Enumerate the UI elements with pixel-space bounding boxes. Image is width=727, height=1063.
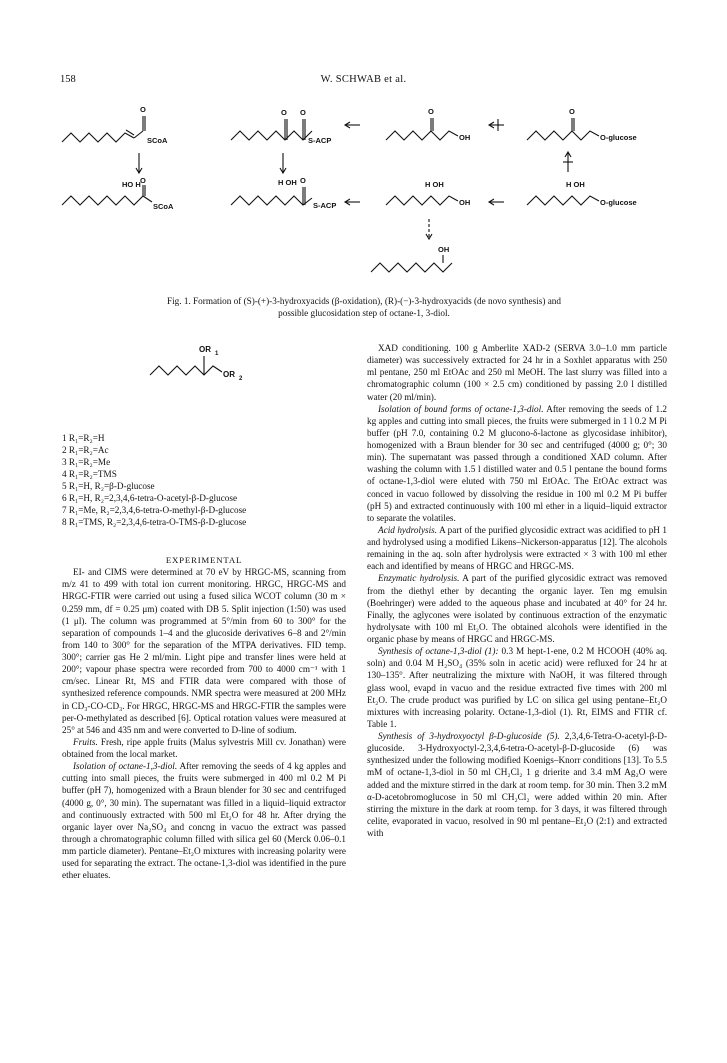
- label-oglucose-top: O-glucose: [600, 133, 637, 142]
- derivative-item: 7 R₁=Me, R₂=2,3,4,6-tetra-O-methyl-β-D-glucose: [62, 505, 247, 515]
- label-or2: OR: [223, 370, 235, 379]
- caption-line-1: Fig. 1. Formation of (S)-(+)-3-hydroxyacids (β-oxidation), (R)-(−)-3-hydroxyacids (de novo synthesis) and: [167, 296, 561, 306]
- right-column: [367, 342, 667, 839]
- svg-text:O: O: [281, 108, 287, 117]
- derivative-item: 6 R₁=H, R₂=2,3,4,6-tetra-O-acetyl-β-D-glucose: [62, 493, 238, 503]
- label-oh-bottom: OH: [438, 245, 450, 254]
- section-heading: EXPERIMENTAL: [165, 555, 243, 565]
- paragraph-enzymatic-hydrolysis: Enzymatic hydrolysis. A part of the purified glycosidic extract was removed from the diethyl ether by decanting the organic layer. Ten mg emulsin (Boehringer) were added to the aqueous phase and incubated at 40° for 24 hr. Finally, the aglycones were isolated by continuous extraction of the enzymatic hydrolysate with 100 ml Et₂O. The obtained alcohols were identified in the organic phase by means of HRGC and HRGC-MS.: [367, 573, 667, 644]
- label-o: O: [140, 105, 146, 114]
- svg-text:H OH: H OH: [566, 180, 585, 189]
- svg-text:2: 2: [239, 376, 243, 382]
- label-sacp-mid: S-ACP: [313, 201, 337, 210]
- running-head: W. SCHWAB et al.: [320, 74, 407, 85]
- label-oh-top: OH: [459, 133, 471, 142]
- label-ho-h: HO H: [122, 180, 141, 189]
- label-scoa-top: SCoA: [147, 136, 168, 145]
- paragraph-isolation: Isolation of octane-1,3-diol. After removing the seeds of 4 kg apples and cutting into small pieces, the fruits were submerged in 400 ml 0.2 M Pi buffer (pH 7), homogenized with a Braun blender for 30 sec and centrifuged (4000 g, 0°, 30 min). The supernatant was filled in a liquid–liquid extractor and continuously extracted with 500 ml Et₂O for 48 hr. After drying the organic layer over Na₂SO₄ and concng in vacuo the extract was passed through a chromatographic column filled with silica gel 60 (Merck 0.06–0.1 mm particle diameter). Pentane–Et₂O mixtures with increasing polarity were used for separating the extract. The octane-1,3-diol was identified in the pure ether eluates.: [62, 761, 346, 881]
- label-h-oh: H OH: [278, 178, 297, 187]
- caption-line-2: possible glucosidation step of octane-1, 3-diol.: [278, 308, 450, 318]
- svg-text:1: 1: [215, 351, 219, 357]
- label-h-oh-2: H OH: [425, 180, 444, 189]
- derivative-item: 5 R₁=H, R₂=β-D-glucose: [62, 481, 155, 491]
- svg-text:O: O: [569, 107, 575, 116]
- page-number: 158: [60, 74, 76, 85]
- derivative-list: [62, 432, 342, 528]
- label-sacp-top: S-ACP: [308, 136, 332, 145]
- label-oglucose-mid: O-glucose: [600, 198, 637, 207]
- label-oh-mid: OH: [459, 198, 471, 207]
- left-column: [62, 554, 346, 881]
- paragraph-xad: XAD conditioning. 100 g Amberlite XAD-2 (SERVA 3.0–1.0 mm particle diameter) was successively extracted for 24 hr in a Soxhlet apparatus with 250 ml pentane, 250 ml EtOAc and 250 ml MeOH. The last slurry was filled into a chromatographic column (100 × 2.5 cm) conditioned by passing 2.0 l distilled water (20 ml/min).: [367, 343, 667, 402]
- paragraph-acid-hydrolysis: Acid hydrolysis. A part of the purified glycosidic extract was acidified to pH 1 and hydrolysed using a modified Likens–Nickerson-apparatus [12]. The alcohols remaining in the aq. soln after hydrolysis were extracted × 3 with 100 ml ether each and identified by means of HRGC and HRGC-MS.: [367, 524, 668, 572]
- svg-text:O: O: [300, 108, 306, 117]
- svg-text:O: O: [140, 176, 146, 185]
- label-scoa-mid: SCoA: [153, 202, 174, 211]
- paragraph-instrumentation: EI- and CIMS were determined at 70 eV by HRGC-MS, scanning from m/z 41 to 499 with total ion current monitoring. HRGC, HRGC-MS and HRGC-FTIR were carried out using a fused silica WCOT column (30 m × 0.259 mm, df = 0.25 μm) coated with DB 5. Split injection (1:50) was used (1 μl). The column was programmed at 5°/min from 60 to 300° for the separation of compounds 1–4 and the glucoside derivatives 6–8 and 2°/min from 140 to 300° for the separation of the MTPA derivatives. FID temp. 300°; carrier gas He 2 ml/min. Light pipe and transfer lines were held at 200°; vapour phase spectra were recorded from 700 to 4000 cm⁻¹ with 1 cm/sec. Linear Rt, MS and FTIR data were compared with those of synthesized reference compounds. NMR spectra were measured at 200 MHz in CD₃-CO-CD₃. For HRGC, HRGC-MS and HRGC-FTIR the samples were per-O-methylated as described [6]. Optical rotation values were measured at 25° at 546 and 435 nm and were converted to D-line of sodium.: [62, 567, 346, 735]
- svg-text:O: O: [428, 107, 434, 116]
- derivative-item: 2 R₁=R₂=Ac: [62, 445, 109, 455]
- label-or1: OR: [199, 345, 211, 354]
- paragraph-synthesis-diol: Synthesis of octane-1,3-diol (1): 0.3 M hept-1-ene, 0.2 M HCOOH (40% aq. soln) and 0.04 M H₂SO₄ (35% soln in acetic acid) were refluxed for 24 hr at 130–135°. After neutralizing the mixture with NaOH, it was filtered through glass wool, evapd in vacuo and the residue extracted five times with 200 ml Et₂O. The crude product was purified by LC on silica gel using pentane–Et₂O mixtures with increasing polarity. Octane-1,3-diol (1). Rt, EIMS and FTIR cf. Table 1.: [367, 646, 668, 729]
- derivative-item: 3 R₁=R₂=Me: [62, 457, 111, 467]
- svg-text:O: O: [300, 176, 306, 185]
- derivative-item: 1 R₁=R₂=H: [62, 433, 105, 443]
- paragraph-bound-forms: Isolation of bound forms of octane-1,3-diol. After removing the seeds of 1.2 kg apples and cutting into small pieces, the fruits were submerged in 1 l 0.2 M Pi buffer (pH 7.0, containing 0.2 M glucono-δ-lactone as glycosidase inhibitor), homogenized with a Braun blender for 30 sec and centrifuged (4000 g; 0°; 30 min). The supernatant was passed through a conditioned XAD column. After washing the column with 1.5 l distilled water and 0.5 l pentane the bound forms of octane-1,3-diol were eluted with 750 ml EtOAc. The EtOAc extract was conced in vacuo followed by dissolving the residue in 100 ml 0.2 M Pi buffer (pH 5) and extracted continuously with 100 ml ether in a liquid–liquid extractor to separate the volatiles.: [367, 403, 667, 523]
- paragraph-fruits: Fruits. Fresh, ripe apple fruits (Malus sylvestris Mill cv. Jonathan) were obtained from the local market.: [62, 736, 347, 759]
- derivative-item: 8 R₁=TMS, R₂=2,3,4,6-tetra-O-TMS-β-D-glucose: [62, 517, 247, 527]
- paragraph-synthesis-glucoside: Synthesis of 3-hydroxyoctyl β-D-glucoside (5). 2,3,4,6-Tetra-O-acetyl-β-D-glucoside. 3-Hydroxyoctyl-2,3,4,6-tetra-O-acetyl-β-D-glucoside (6) was synthesized under the following modified Koenigs–Knorr conditions [13]. To 5.5 mM of octane-1,3-diol in 50 ml CH₂Cl₂ 1 g drierite and 3.4 mM Ag₂O were added and the mixture stirred in the dark at room temp. for 30 min. Then 3.2 mM α-D-acetobromoglucose in 50 ml CH₂Cl₂ were added within 20 min. After stirring the mixture in the dark at room temp. for 3 days, it was filtered through celite, evaporated in vacuo, resolved in 90 ml pentane–Et₂O (2:1) and extracted with: [367, 731, 668, 838]
- derivative-item: 4 R₁=R₂=TMS: [62, 469, 117, 479]
